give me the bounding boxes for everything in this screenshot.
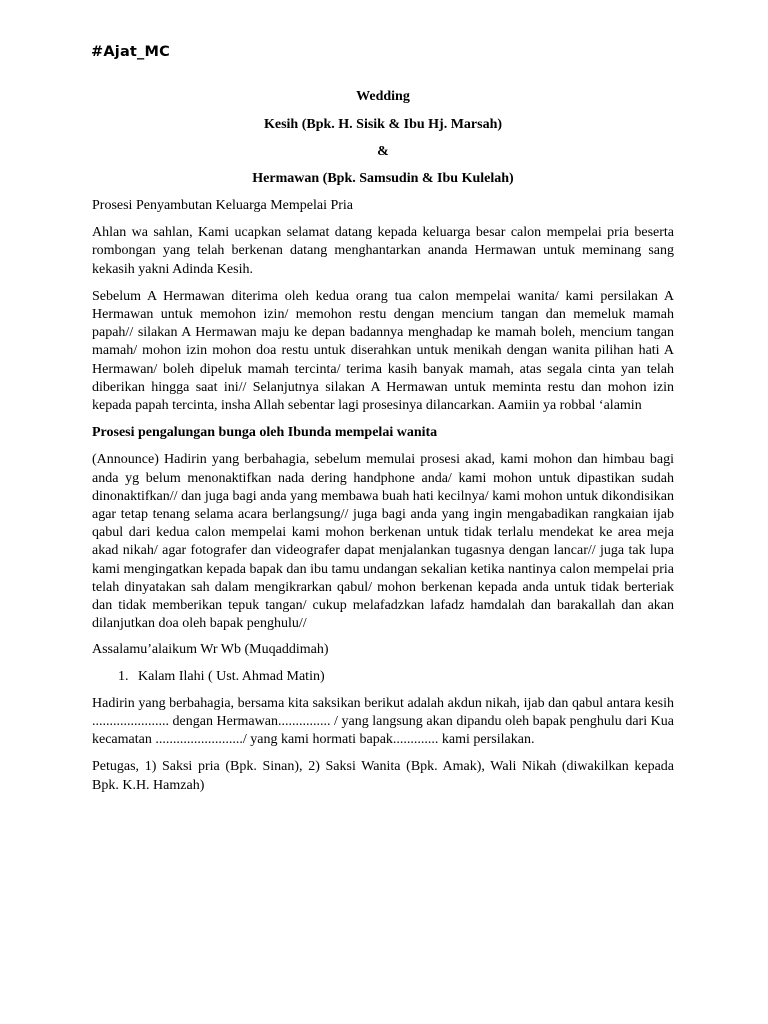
paragraph-announce: (Announce) Hadirin yang berbahagia, sebelum memulai prosesi akad, kami mohon dan himbau bagi anda yg belum menonaktifkan nada dering handphone anda/ kami mohon untuk dipastikan sudah dinonaktifkan// dan juga bagi anda yang membawa buah hati kecilnya/ kami mohon untuk dikondisikan agar tetap tenang selama acara berlangsung// juga bagi anda yang ingin mengabadikan rangkaian ijab qabul dari kedua calon mempelai kami mohon berkenan untuk tidak terlalu mendekat ke area meja akad nikah/ agar fotografer dan videografer dapat menjalankan tugasnya dengan lancar// juga tak lupa kami mengingatkan kepada bapak dan ibu tamu undangan sekalian ketika nantinya calon mempelai pria telah dinyatakan sah dalam mengikrarkan qabul/ mohon berkenan kepada anda untuk tidak berteriak dan tidak memberikan tepuk tangan/ cukup melafadzkan lafadz hamdalah dan barakallah dan akan dilanjutkan doa oleh bapak penghulu// — [92, 452, 674, 632]
header-tag: #Ajat_MC — [91, 44, 170, 60]
paragraph-sebelum: Sebelum A Hermawan diterima oleh kedua orang tua calon mempelai wanita/ kami persilakan A Hermawan untuk memohon izin/ memohon restu dengan mencium tangan dan memeluk mamah papah// silakan A Hermawan maju ke depan badannya menghadap ke mamah boleh, mencium tangan mamah/ mohon izin mohon doa restu untuk diserahkan untuk menikah dengan wanita pilihan hati A Hermawan/ boleh dipeluk mamah tercinta/ terima kasih banyak mamah, atas segala cinta yan telah diberikan hingga saat ini// Selanjutnya silakan A Hermawan untuk meminta restu dan mohon izin kepada papah tercinta, insha Allah sebentar lagi prosesinya dilancarkan. Aamiin ya robbal ‘alamin — [92, 288, 674, 414]
paragraph-petugas: Petugas, 1) Saksi pria (Bpk. Sinan), 2) Saksi Wanita (Bpk. Amak), Wali Nikah (diwakilkan kepada Bpk. K.H. Hamzah) — [92, 759, 674, 793]
document-content — [92, 86, 674, 795]
paragraph-ahlan: Ahlan wa sahlan, Kami ucapkan selamat datang kepada keluarga besar calon mempelai pria beserta rombongan yang telah berkenan datang menghantarkan ananda Hermawan untuk meminang sang kekasih yakni Adinda Kesih. — [92, 225, 674, 277]
title-ampersand: & — [377, 144, 389, 159]
title-groom: Hermawan (Bpk. Samsudin & Ibu Kulelah) — [252, 171, 514, 186]
title-bride: Kesih (Bpk. H. Sisik & Ibu Hj. Marsah) — [263, 117, 503, 132]
paragraph-assalamu: Assalamu’alaikum Wr Wb (Muqaddimah) — [92, 642, 329, 658]
title-wedding: Wedding — [356, 89, 410, 104]
section-subtitle: Prosesi Penyambutan Keluarga Mempelai Pria — [92, 198, 354, 213]
prosesi-heading: Prosesi pengalungan bunga oleh Ibunda mempelai wanita — [92, 425, 438, 441]
paragraph-hadirin: Hadirin yang berbahagia, bersama kita saksikan berikut adalah akdun nikah, ijab dan qabul antara kesih ...................... dengan Hermawan............... / yang langsung akan dipandu oleh bapak penghulu dari Kua kecamatan ........................./ yang kami hormati bapak............. kami persilakan. — [92, 695, 674, 748]
list-item — [92, 668, 674, 686]
list-item-number: 1. — [118, 668, 129, 684]
list-item-text: Kalam Ilahi ( Ust. Ahmad Matin) — [138, 668, 325, 684]
